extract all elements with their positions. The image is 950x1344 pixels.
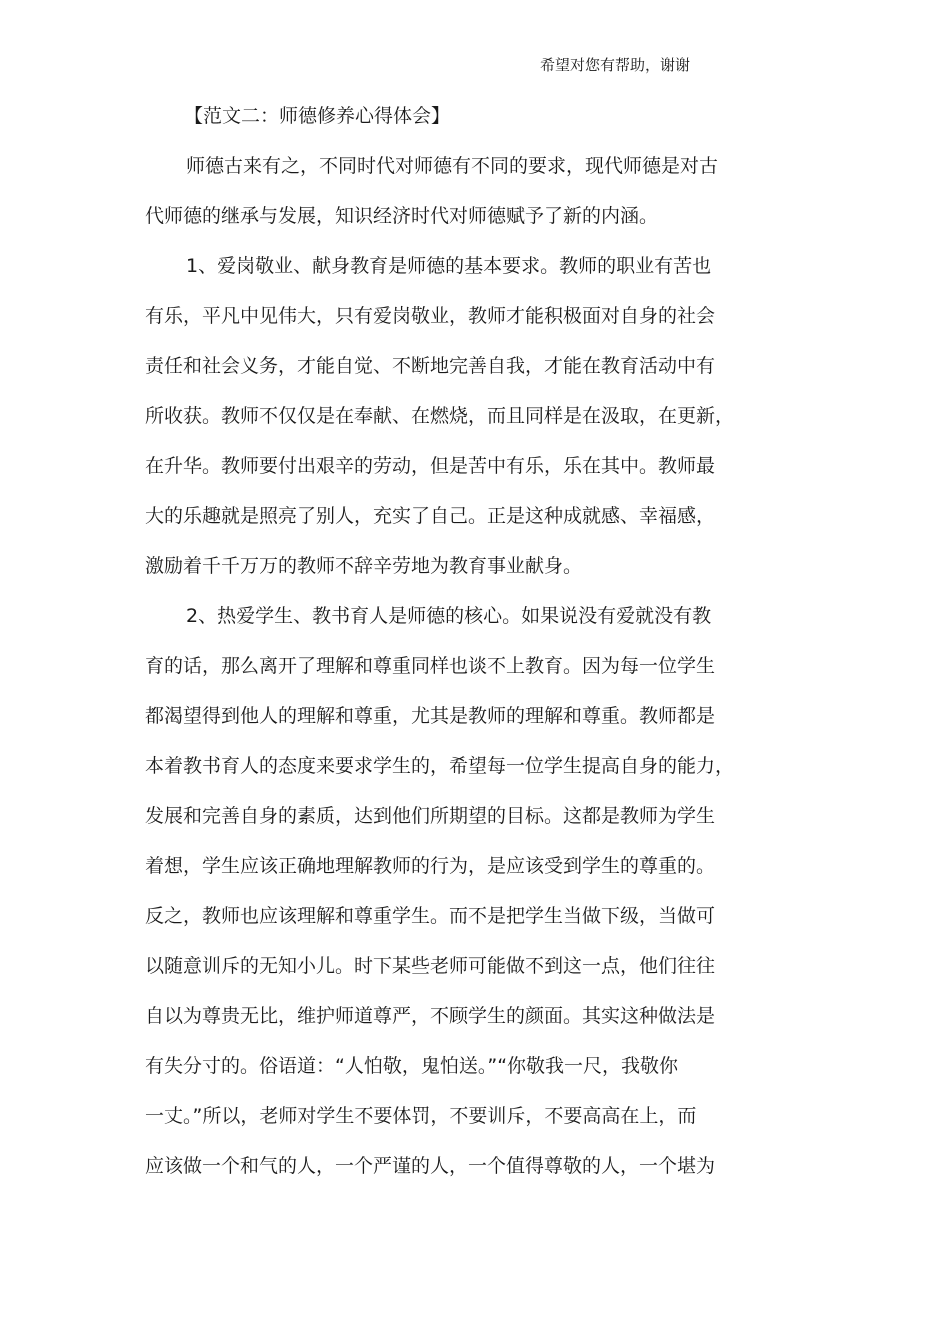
paragraph-line: 责任和社会义务，才能自觉、不断地完善自我，才能在教育活动中有: [145, 355, 716, 377]
paragraph-line: 代师德的继承与发展，知识经济时代对师德赋予了新的内涵。: [145, 205, 659, 227]
paragraph-line: 一丈。”所以，老师对学生不要体罚，不要训斥，不要高高在上，而: [145, 1105, 697, 1127]
paragraph-line: 有乐，平凡中见伟大，只有爱岗敬业，教师才能积极面对自身的社会: [145, 305, 716, 327]
paragraph-line: 所收获。教师不仅仅是在奉献、在燃烧，而且同样是在汲取，在更新，: [145, 405, 735, 427]
page-header-note: 希望对您有帮助，谢谢: [539, 56, 690, 74]
paragraph-line: 应该做一个和气的人，一个严谨的人，一个值得尊敬的人，一个堪为: [145, 1155, 716, 1177]
paragraph-line: 在升华。教师要付出艰辛的劳动，但是苦中有乐，乐在其中。教师最: [145, 455, 716, 477]
paragraph-line: 2、热爱学生、教书育人是师德的核心。如果说没有爱就没有教: [186, 605, 712, 627]
paragraph-line: 有失分寸的。俗语道：“人怕敬，鬼怕送。”“你敬我一尺，我敬你: [145, 1055, 679, 1077]
document-title: 【范文二：师德修养心得体会】: [184, 105, 451, 127]
paragraph-line: 自以为尊贵无比，维护师道尊严，不顾学生的颜面。其实这种做法是: [145, 1005, 716, 1027]
paragraph-line: 育的话，那么离开了理解和尊重同样也谈不上教育。因为每一位学生: [145, 655, 716, 677]
paragraph-line: 着想，学生应该正确地理解教师的行为，是应该受到学生的尊重的。: [145, 855, 716, 877]
paragraph-line: 反之，教师也应该理解和尊重学生。而不是把学生当做下级，当做可: [145, 905, 716, 927]
paragraph-line: 以随意训斥的无知小儿。时下某些老师可能做不到这一点，他们往往: [145, 955, 716, 977]
paragraph-line: 1、爱岗敬业、献身教育是师德的基本要求。教师的职业有苦也: [186, 255, 712, 277]
paragraph-line: 本着教书育人的态度来要求学生的，希望每一位学生提高自身的能力，: [145, 755, 735, 777]
paragraph-line: 大的乐趣就是照亮了别人，充实了自己。正是这种成就感、幸福感，: [145, 505, 716, 527]
paragraph-line: 发展和完善自身的素质，达到他们所期望的目标。这都是教师为学生: [145, 805, 716, 827]
paragraph-line: 师德古来有之，不同时代对师德有不同的要求，现代师德是对古: [186, 155, 719, 177]
paragraph-line: 激励着千千万万的教师不辞辛劳地为教育事业献身。: [145, 555, 583, 577]
paragraph-line: 都渴望得到他人的理解和尊重，尤其是教师的理解和尊重。教师都是: [145, 705, 716, 727]
